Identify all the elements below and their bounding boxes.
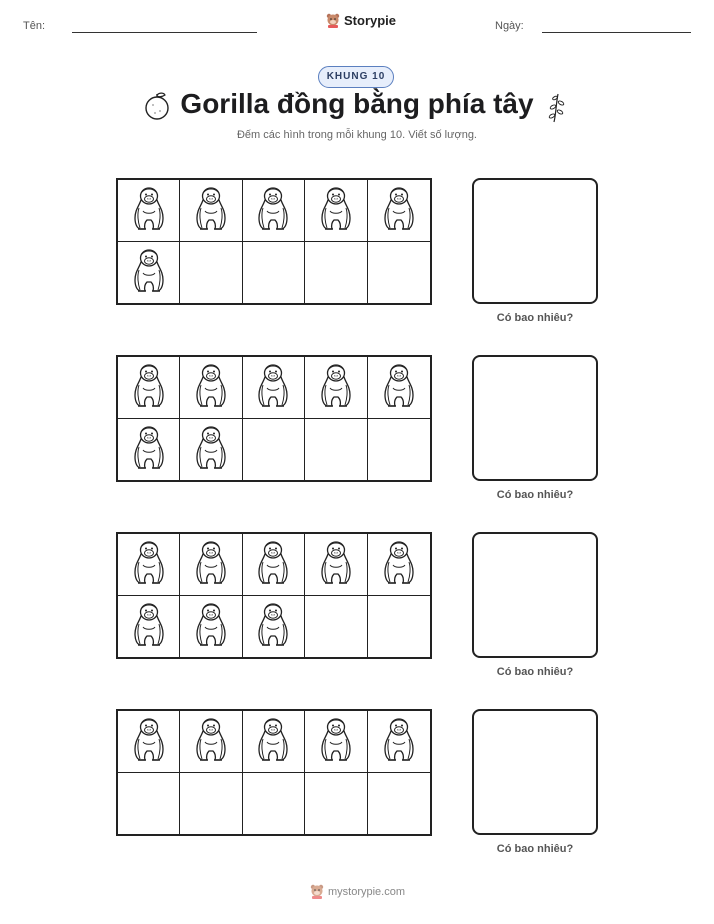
gorilla-icon — [127, 184, 171, 237]
ten-frame-cell — [180, 773, 242, 835]
ten-frame-cell — [180, 596, 242, 658]
ten-frame-cell — [118, 596, 180, 658]
gorilla-icon — [127, 361, 171, 414]
gorilla-icon — [314, 361, 358, 414]
gorilla-icon — [189, 361, 233, 414]
instructions: Đếm các hình trong mỗi khung 10. Viết số lượng. — [236, 129, 477, 141]
gorilla-icon — [189, 184, 233, 237]
page-title: Gorilla đồng bằng phía tây — [180, 88, 534, 119]
ten-frame-cell — [368, 180, 430, 242]
gorilla-icon — [127, 423, 171, 476]
ten-frame-cell — [305, 180, 367, 242]
gorilla-icon — [189, 423, 233, 476]
ten-frame-cell — [305, 711, 367, 773]
ten-frame-cell — [118, 180, 180, 242]
ten-frame-cell — [305, 534, 367, 596]
ten-frame-cell — [118, 773, 180, 835]
gorilla-icon — [189, 715, 233, 768]
footer-url: mystorypie.com — [328, 885, 406, 898]
ten-frame-cell — [305, 419, 367, 481]
gorilla-icon — [251, 715, 295, 768]
gorilla-icon — [377, 715, 421, 768]
ten-frame — [116, 178, 432, 305]
gorilla-icon — [251, 538, 295, 591]
ten-frame-cell — [118, 357, 180, 419]
gorilla-icon — [189, 600, 233, 653]
ten-frame-cell — [243, 596, 305, 658]
gorilla-icon — [377, 538, 421, 591]
bear-mascot-icon — [310, 884, 324, 899]
ten-frame-cell — [368, 596, 430, 658]
ten-frame-cell — [180, 419, 242, 481]
date-line[interactable] — [542, 32, 691, 33]
answer-box[interactable] — [472, 355, 598, 481]
ten-frame-cell — [180, 180, 242, 242]
leaf-sprig-icon — [546, 92, 566, 124]
gorilla-icon — [314, 538, 358, 591]
date-label: Ngày: — [495, 20, 524, 32]
gorilla-icon — [251, 361, 295, 414]
answer-box[interactable] — [472, 532, 598, 658]
gorilla-icon — [251, 184, 295, 237]
ten-frame-cell — [118, 711, 180, 773]
answer-label: Có bao nhiêu? — [496, 666, 574, 678]
ten-frame-cell — [305, 242, 367, 304]
gorilla-icon — [127, 600, 171, 653]
answer-label: Có bao nhiêu? — [496, 312, 574, 324]
frame-type-badge: KHUNG 10 — [318, 66, 394, 88]
ten-frame-cell — [305, 773, 367, 835]
ten-frame — [116, 532, 432, 659]
name-label: Tên: — [23, 20, 46, 32]
ten-frame-cell — [305, 357, 367, 419]
gorilla-icon — [314, 715, 358, 768]
ten-frame-cell — [368, 419, 430, 481]
name-line[interactable] — [72, 32, 257, 33]
ten-frame-cell — [368, 357, 430, 419]
gorilla-icon — [127, 246, 171, 299]
gorilla-icon — [377, 184, 421, 237]
answer-label: Có bao nhiêu? — [496, 843, 574, 855]
gorilla-icon — [314, 184, 358, 237]
gorilla-icon — [189, 538, 233, 591]
answer-label: Có bao nhiêu? — [496, 489, 574, 501]
ten-frame-cell — [368, 242, 430, 304]
ten-frame-cell — [305, 596, 367, 658]
gorilla-icon — [127, 715, 171, 768]
brand-logo — [326, 13, 396, 28]
ten-frame-cell — [243, 180, 305, 242]
answer-box[interactable] — [472, 178, 598, 304]
ten-frame-cell — [368, 534, 430, 596]
ten-frame-cell — [118, 534, 180, 596]
ten-frame-cell — [180, 242, 242, 304]
ten-frame-cell — [243, 773, 305, 835]
gorilla-icon — [251, 600, 295, 653]
ten-frame-cell — [118, 419, 180, 481]
footer — [310, 884, 405, 899]
ten-frame-cell — [243, 242, 305, 304]
ten-frame-cell — [243, 534, 305, 596]
ten-frame-cell — [368, 773, 430, 835]
bear-mascot-icon — [326, 13, 340, 28]
ten-frame-cell — [180, 711, 242, 773]
brand-name: Storypie — [344, 13, 397, 28]
ten-frame-cell — [118, 242, 180, 304]
gorilla-icon — [127, 538, 171, 591]
gorilla-icon — [377, 361, 421, 414]
ten-frame-cell — [368, 711, 430, 773]
ten-frame — [116, 709, 432, 836]
ten-frame-cell — [243, 711, 305, 773]
ten-frame-cell — [243, 419, 305, 481]
ten-frame-cell — [243, 357, 305, 419]
ten-frame-cell — [180, 357, 242, 419]
answer-box[interactable] — [472, 709, 598, 835]
ten-frame-cell — [180, 534, 242, 596]
ten-frame — [116, 355, 432, 482]
